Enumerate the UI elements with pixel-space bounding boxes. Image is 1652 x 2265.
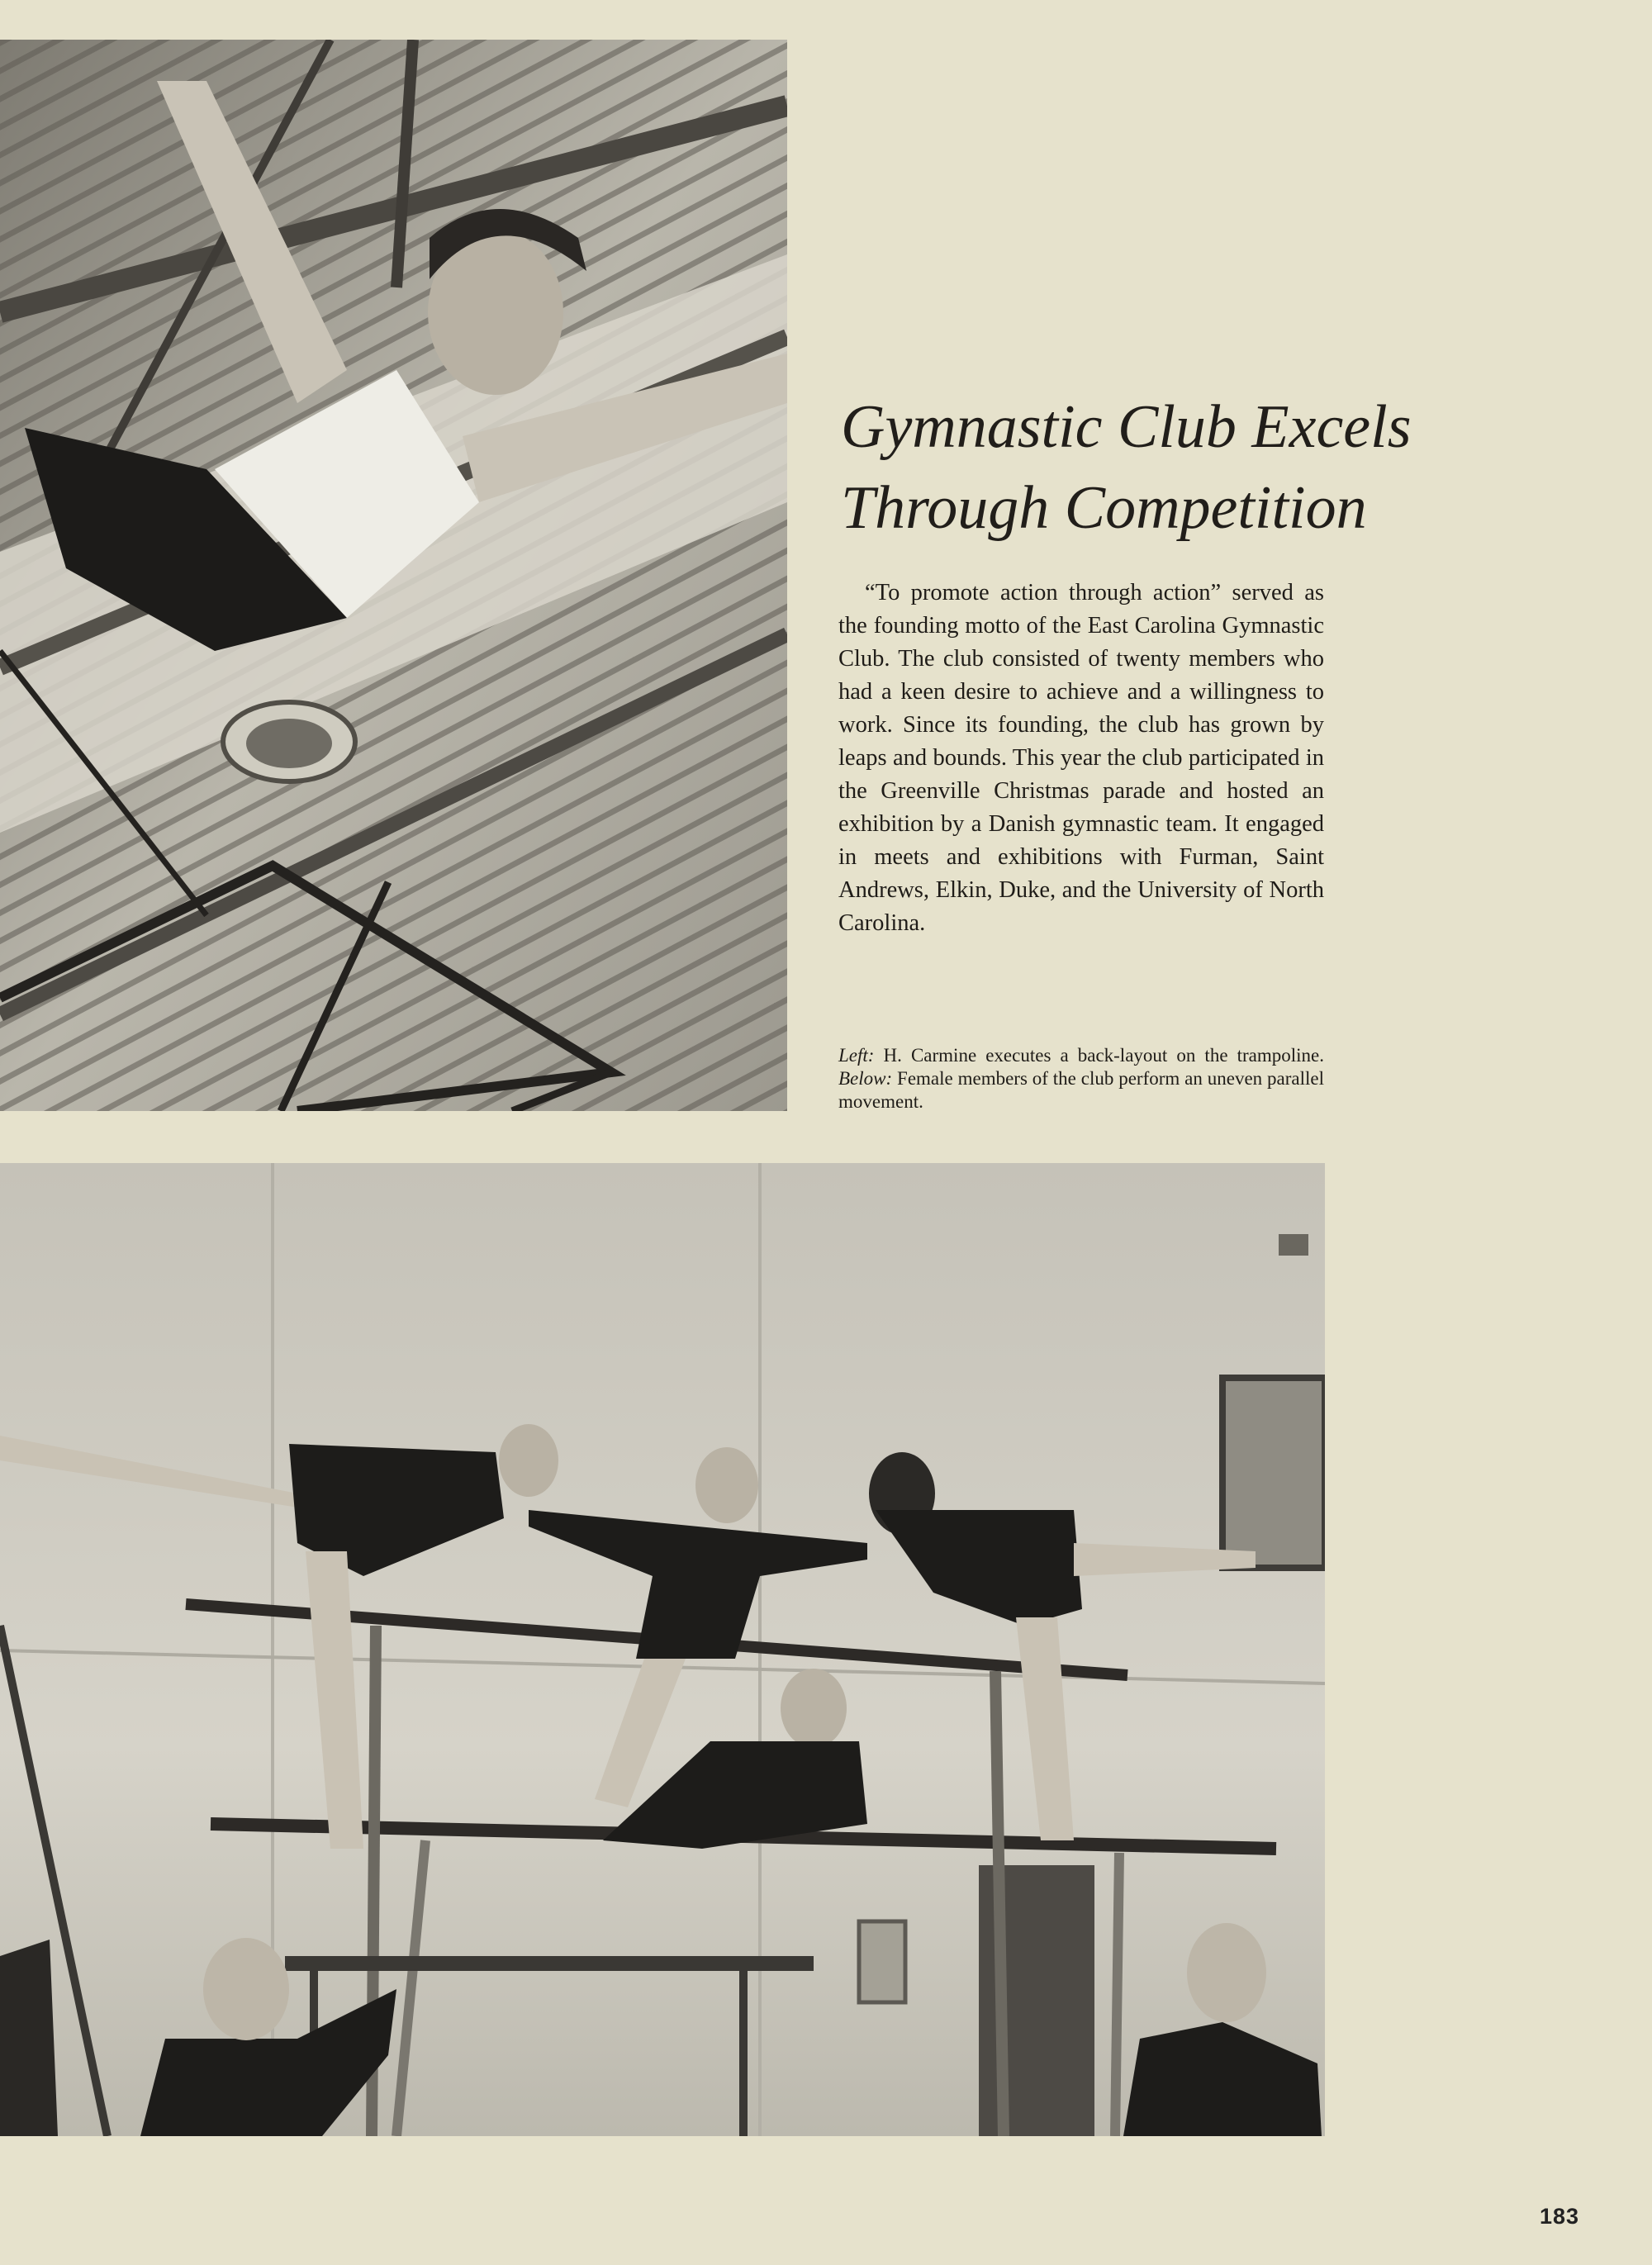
page-number: 183 (1540, 2204, 1580, 2229)
caption-left-label: Left: (838, 1045, 875, 1066)
article-body-text: “To promote action through action” served as the founding motto of the East Carolina Gymnastic Club. The club consisted of twenty members who had a keen desire to achieve and a willingness to work. Since its founding, the club has grown by leaps and bounds. This year the club participated in the Greenville Christmas parade and hosted an exhibition by a Danish gymnastic team. It engaged in meets and exhibitions with Furman, Saint Andrews, Elkin, Duke, and the University of North Carolina. (838, 580, 1324, 936)
uneven-bars-photo-image (0, 1163, 1325, 2136)
headline-line-2: Through Competition (841, 474, 1367, 542)
headline-line-1: Gymnastic Club Excels (841, 393, 1412, 461)
photo-caption (838, 1044, 1324, 1114)
trampoline-photo (0, 40, 787, 1111)
uneven-bars-photo (0, 1163, 1325, 2136)
caption-below-label: Below: (838, 1068, 893, 1089)
caption-below-text: Female members of the club perform an uneven parallel movement. (838, 1068, 1324, 1112)
article-body (838, 577, 1324, 940)
caption-left-text: H. Carmine executes a back-layout on the trampoline. (874, 1045, 1324, 1066)
article-headline (841, 387, 1469, 548)
trampoline-photo-image (0, 40, 787, 1111)
